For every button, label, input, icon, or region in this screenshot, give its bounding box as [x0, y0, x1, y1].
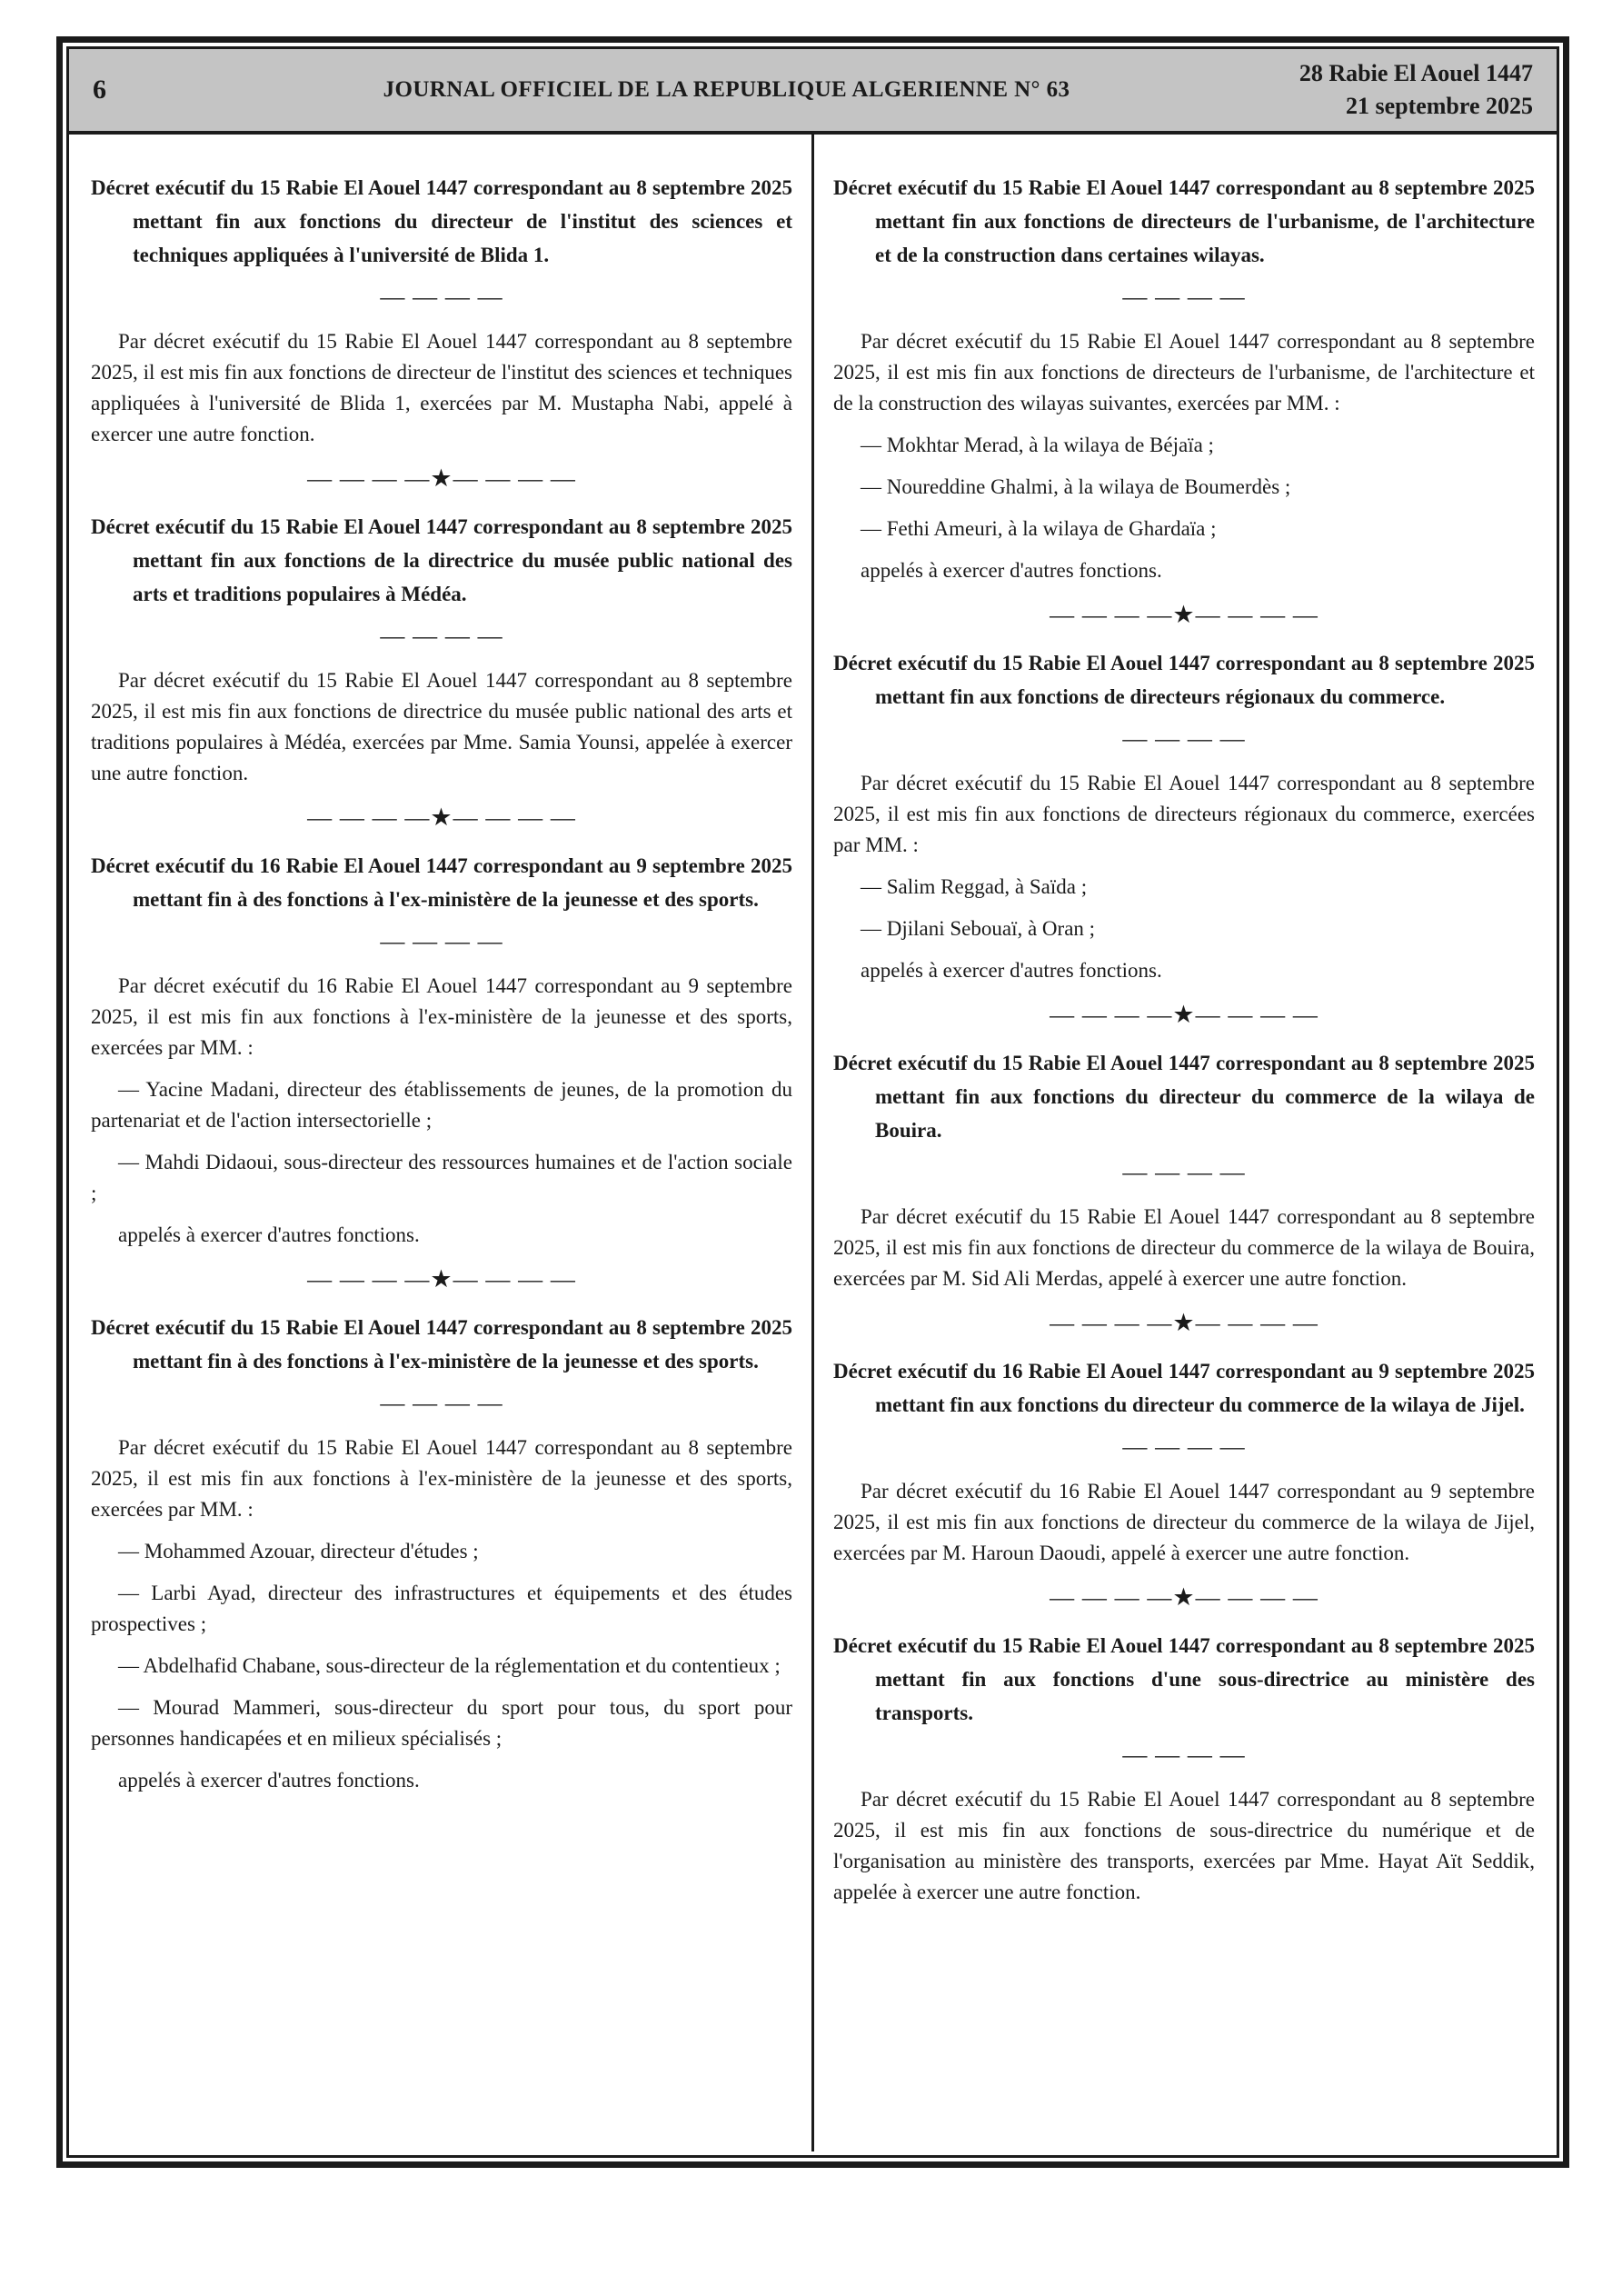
decree-paragraph: Par décret exécutif du 15 Rabie El Aouel 1447 correspondant au 8 septembre 2025, il est mis fin aux fonctions de directeurs de l'urbanisme, de l'architecture et de la construction des wilayas suivantes, exercées par MM. : [833, 330, 1535, 414]
decree-closing: appelés à exercer d'autres fonctions. [118, 1769, 420, 1792]
page-frame [56, 36, 1569, 2168]
decree-musee-medea [91, 510, 792, 833]
decree-urbanisme-wilayas [833, 171, 1535, 630]
dash-separator: — — — — [1122, 283, 1246, 310]
decree-list-item: — Abdelhafid Chabane, sous-directeur de la réglementation et du contentieux ; [118, 1654, 781, 1677]
decree-title: Décret exécutif du 15 Rabie El Aouel 1447 correspondant au 8 septembre 2025 mettant fin aux fonctions du directeur du commerce de la wilaya de Bouira. [833, 1052, 1535, 1142]
decree-closing: appelés à exercer d'autres fonctions. [861, 559, 1162, 582]
decree-title: Décret exécutif du 15 Rabie El Aouel 1447 correspondant au 8 septembre 2025 mettant fin aux fonctions du directeur de l'institut des sciences et techniques appliquées à l'université de Blida 1. [91, 176, 792, 266]
star-separator: — — — —★— — — — [307, 464, 576, 492]
star-separator: — — — —★— — — — [1050, 1001, 1318, 1028]
left-column [91, 135, 792, 2151]
decree-blida-institute [91, 171, 792, 494]
star-separator: — — — —★— — — — [1050, 601, 1318, 628]
header-dates [1251, 57, 1533, 123]
decree-commerce-jijel [833, 1354, 1535, 1612]
star-separator: — — — —★— — — — [307, 804, 576, 831]
decree-title: Décret exécutif du 16 Rabie El Aouel 1447 correspondant au 9 septembre 2025 mettant fin à des fonctions à l'ex-ministère de la jeunesse et des sports. [91, 854, 792, 911]
dash-separator: — — — — [1122, 1158, 1246, 1185]
star-separator: — — — —★— — — — [1050, 1583, 1318, 1611]
dash-separator: — — — — [380, 1389, 503, 1416]
decree-closing: appelés à exercer d'autres fonctions. [118, 1223, 420, 1246]
decree-list-item: — Mokhtar Merad, à la wilaya de Béjaïa ; [861, 434, 1214, 456]
decree-paragraph: Par décret exécutif du 15 Rabie El Aouel 1447 correspondant au 8 septembre 2025, il est mis fin aux fonctions de directeur de l'institut des sciences et techniques appliquées à l'université de Blida 1, exercées par M. Mustapha Nabi, appelé à exercer une autre fonction. [91, 330, 792, 445]
decree-title: Décret exécutif du 15 Rabie El Aouel 1447 correspondant au 8 septembre 2025 mettant fin aux fonctions de directeurs régionaux du commerce. [833, 652, 1535, 708]
page-number: 6 [93, 75, 106, 105]
decree-paragraph: Par décret exécutif du 15 Rabie El Aouel 1447 correspondant au 8 septembre 2025, il est mis fin aux fonctions de directeur du commerce de la wilaya de Bouira, exercées par M. Sid Ali Merdas, appelé à exercer une autre fonction. [833, 1205, 1535, 1290]
decree-directeurs-regionaux-commerce [833, 646, 1535, 1030]
column-divider [811, 135, 814, 2151]
decree-title: Décret exécutif du 15 Rabie El Aouel 1447 correspondant au 8 septembre 2025 mettant fin aux fonctions de la directrice du musée public national des arts et traditions populaires à Médéa. [91, 515, 792, 605]
page-header [69, 49, 1557, 135]
dash-separator: — — — — [1122, 1433, 1246, 1460]
decree-title: Décret exécutif du 15 Rabie El Aouel 1447 correspondant au 8 septembre 2025 mettant fin à des fonctions à l'ex-ministère de la jeunesse et des sports. [91, 1316, 792, 1373]
star-separator: — — — —★— — — — [1050, 1309, 1318, 1336]
decree-jeunesse-sports-15 [91, 1311, 792, 1796]
star-separator: — — — —★— — — — [307, 1265, 576, 1293]
decree-list-item: — Mourad Mammeri, sous-directeur du sport pour tous, du sport pour personnes handicapées et en milieux spécialisés ; [91, 1696, 792, 1750]
decree-list-item: — Noureddine Ghalmi, à la wilaya de Boumerdès ; [861, 475, 1291, 498]
decree-list-item: — Fethi Ameuri, à la wilaya de Ghardaïa ; [861, 517, 1217, 540]
decree-closing: appelés à exercer d'autres fonctions. [861, 959, 1162, 982]
date-hijri: 28 Rabie El Aouel 1447 [1299, 60, 1533, 86]
journal-title: JOURNAL OFFICIEL DE LA REPUBLIQUE ALGERIENNE N° 63 [383, 77, 1070, 102]
decree-paragraph: Par décret exécutif du 16 Rabie El Aouel 1447 correspondant au 9 septembre 2025, il est mis fin aux fonctions de directeur du commerce de la wilaya de Jijel, exercées par M. Haroun Daoudi, appelé à exercer une autre fonction. [833, 1480, 1535, 1564]
decree-list-item: — Larbi Ayad, directeur des infrastructures et équipements et des études prospectives ; [91, 1582, 792, 1635]
decree-transports-sous-directrice [833, 1629, 1535, 1908]
date-gregorian: 21 septembre 2025 [1345, 93, 1533, 119]
dash-separator: — — — — [1122, 1741, 1246, 1768]
page-frame-inner [66, 46, 1559, 2158]
decree-paragraph: Par décret exécutif du 16 Rabie El Aouel 1447 correspondant au 9 septembre 2025, il est mis fin aux fonctions à l'ex-ministère de la jeunesse et des sports, exercées par MM. : [91, 974, 792, 1059]
decree-title: Décret exécutif du 15 Rabie El Aouel 1447 correspondant au 8 septembre 2025 mettant fin aux fonctions de directeurs de l'urbanisme, de l'architecture et de la construction dans certaines wilayas. [833, 176, 1535, 266]
dash-separator: — — — — [380, 622, 503, 649]
page-content [69, 135, 1557, 2151]
decree-list-item: — Yacine Madani, directeur des établissements de jeunes, de la promotion du partenariat et de l'action intersectorielle ; [91, 1078, 792, 1132]
decree-commerce-bouira [833, 1046, 1535, 1338]
dash-separator: — — — — [380, 927, 503, 954]
decree-list-item: — Mohammed Azouar, directeur d'études ; [118, 1540, 479, 1562]
decree-jeunesse-sports-16 [91, 849, 792, 1294]
dash-separator: — — — — [380, 283, 503, 310]
decree-title: Décret exécutif du 15 Rabie El Aouel 1447 correspondant au 8 septembre 2025 mettant fin aux fonctions d'une sous-directrice au ministère des transports. [833, 1634, 1535, 1724]
decree-paragraph: Par décret exécutif du 15 Rabie El Aouel 1447 correspondant au 8 septembre 2025, il est mis fin aux fonctions de directeurs régionaux du commerce, exercées par MM. : [833, 772, 1535, 856]
decree-paragraph: Par décret exécutif du 15 Rabie El Aouel 1447 correspondant au 8 septembre 2025, il est mis fin aux fonctions de sous-directrice du numérique et de l'organisation au ministère des transports, exercées par Mme. Hayat Aït Seddik, appelée à exercer une autre fonction. [833, 1788, 1535, 1903]
decree-list-item: — Salim Reggad, à Saïda ; [861, 875, 1088, 898]
decree-paragraph: Par décret exécutif du 15 Rabie El Aouel 1447 correspondant au 8 septembre 2025, il est mis fin aux fonctions à l'ex-ministère de la jeunesse et des sports, exercées par MM. : [91, 1436, 792, 1521]
decree-list-item: — Djilani Sebouaï, à Oran ; [861, 917, 1096, 940]
decree-list-item: — Mahdi Didaoui, sous-directeur des ressources humaines et de l'action sociale ; [91, 1151, 792, 1204]
dash-separator: — — — — [1122, 724, 1246, 752]
decree-paragraph: Par décret exécutif du 15 Rabie El Aouel 1447 correspondant au 8 septembre 2025, il est mis fin aux fonctions de directrice du musée public national des arts et traditions populaires à Médéa, exercées par Mme. Samia Younsi, appelée à exercer une autre fonction. [91, 669, 792, 784]
right-column [833, 135, 1535, 2151]
decree-title: Décret exécutif du 16 Rabie El Aouel 1447 correspondant au 9 septembre 2025 mettant fin aux fonctions du directeur du commerce de la wilaya de Jijel. [833, 1360, 1535, 1416]
